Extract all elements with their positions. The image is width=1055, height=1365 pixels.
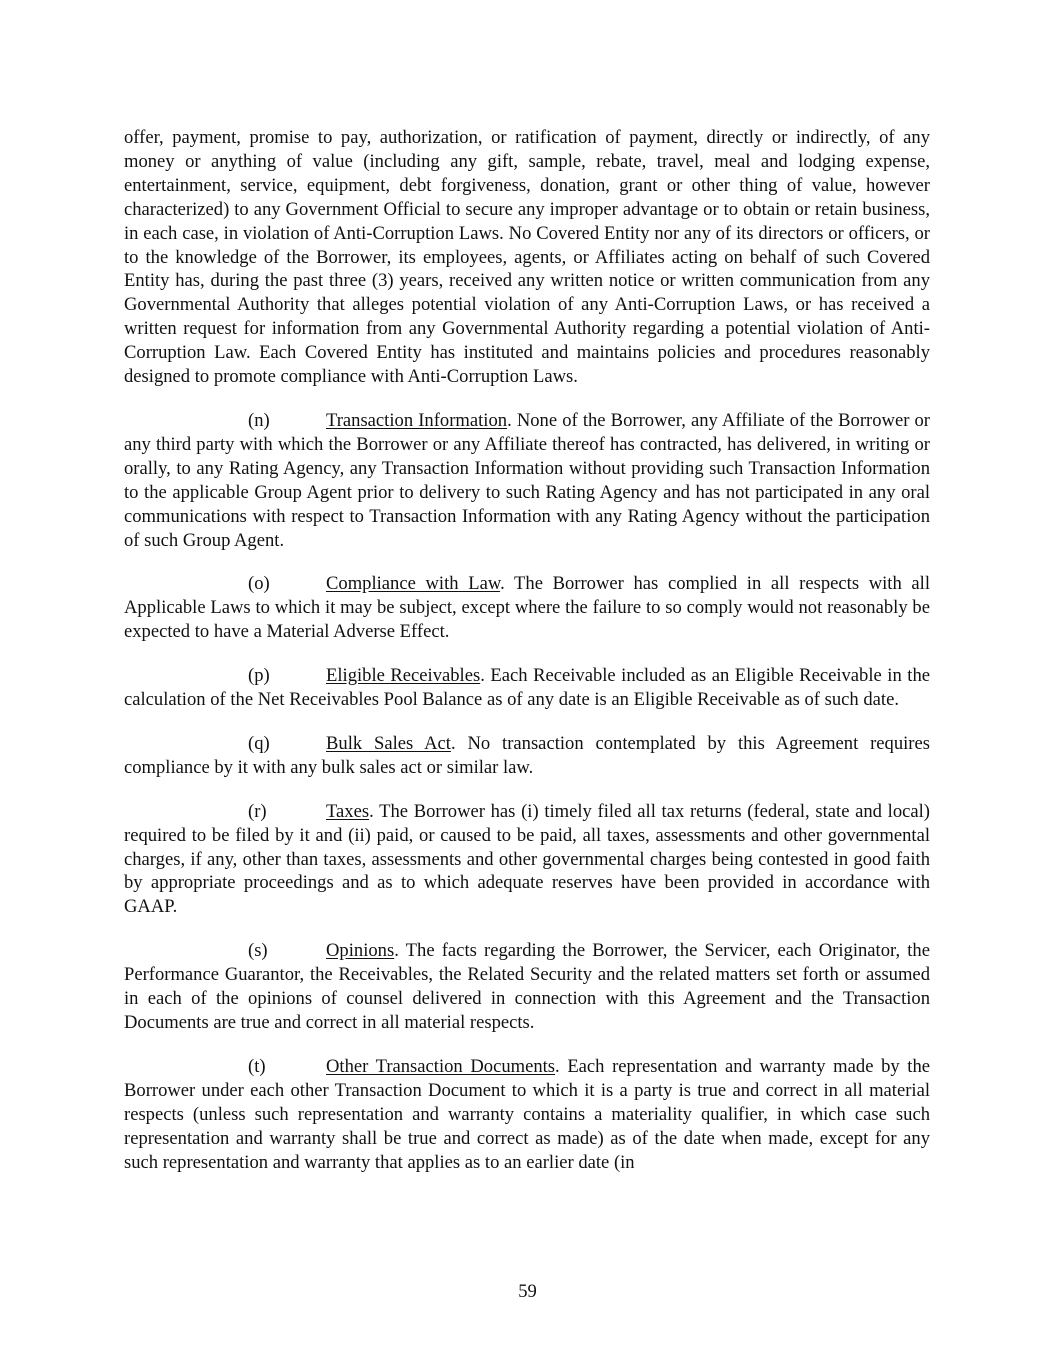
section-o	[124, 572, 930, 644]
section-body: . None of the Borrower, any Affiliate of the Borrower or any third party with which the Borrower or any Affiliate thereof has contracted, has delivered, in writing or orally, to any Rating Agency, any Transaction Information without providing such Transaction Information to the applicable Group Agent prior to delivery to such Rating Agency and has not participated in any oral communications with respect to Transaction Information with any Rating Agency without the participation of such Group Agent.	[124, 409, 930, 551]
section-heading: Taxes	[326, 800, 370, 822]
section-s	[124, 939, 930, 1035]
section-r	[124, 800, 930, 920]
section-number: (t)	[248, 1055, 266, 1077]
section-number: (o)	[248, 573, 270, 595]
document-page	[124, 126, 930, 1194]
section-body: . The Borrower has complied in all respects with all Applicable Laws to which it may be subject, except where the failure to so comply would not reasonably be expected to have a Material Adverse Effect.	[124, 573, 931, 643]
section-heading: Transaction Information	[326, 409, 508, 431]
section-heading: Other Transaction Documents	[326, 1055, 556, 1077]
section-body: . No transaction contemplated by this Agreement requires compliance by it with any bulk sales act or similar law.	[124, 732, 930, 778]
section-p	[124, 664, 930, 712]
section-heading: Eligible Receivables	[326, 665, 481, 687]
section-number: (r)	[248, 800, 267, 822]
intro-paragraph: offer, payment, promise to pay, authorization, or ratification of payment, directly or indirectly, of any money or anything of value (including any gift, sample, rebate, travel, meal and lodging expense, entertainment, service, equipment, debt forgiveness, donation, grant or other thing of value, however characterized) to any Government Official to secure any improper advantage or to obtain or retain business, in each case, in violation of Anti-Corruption Laws. No Covered Entity nor any of its directors or officers, or to the knowledge of the Borrower, its employees, agents, or Affiliates acting on behalf of such Covered Entity has, during the past three (3) years, received any written notice or written communication from any Governmental Authority that alleges potential violation of any Anti-Corruption Laws, or has received a written request for information from any Governmental Authority regarding a potential violation of Anti-Corruption Law. Each Covered Entity has instituted and maintains policies and procedures reasonably designed to promote compliance with Anti-Corruption Laws.	[124, 127, 930, 388]
section-n	[124, 409, 930, 552]
section-number: (n)	[248, 409, 270, 431]
section-body: . The facts regarding the Borrower, the Servicer, each Originator, the Performance Guarantor, the Receivables, the Related Security and the related matters set forth or assumed in each of the opinions of counsel delivered in connection with this Agreement and the Transaction Documents are true and correct in all material respects.	[124, 940, 930, 1033]
section-body: . Each Receivable included as an Eligible Receivable in the calculation of the Net Receivables Pool Balance as of any date is an Eligible Receivable as of such date.	[124, 665, 930, 711]
section-number: (q)	[248, 732, 270, 754]
section-t	[124, 1055, 930, 1175]
section-heading: Compliance with Law	[326, 573, 501, 595]
section-body: . The Borrower has (i) timely filed all tax returns (federal, state and local) required to be filed by it and (ii) paid, or caused to be paid, all taxes, assessments and other governmental charges, if any, other than taxes, assessments and other governmental charges being contested in good faith by appropriate proceedings and as to which adequate reserves have been provided in accordance with GAAP.	[124, 800, 930, 918]
section-body: . Each representation and warranty made by the Borrower under each other Transaction Document to which it is a party is true and correct in all material respects (unless such representation and warranty contains a materiality qualifier, in which case such representation and warranty shall be true and correct as made) as of the date when made, except for any such representation and warranty that applies as to an earlier date (in	[124, 1055, 930, 1173]
section-number: (s)	[248, 940, 268, 962]
section-heading: Bulk Sales Act	[326, 732, 451, 754]
section-q	[124, 732, 930, 780]
page-number: 59	[518, 1281, 537, 1302]
section-heading: Opinions	[326, 940, 395, 962]
section-number: (p)	[248, 665, 270, 687]
